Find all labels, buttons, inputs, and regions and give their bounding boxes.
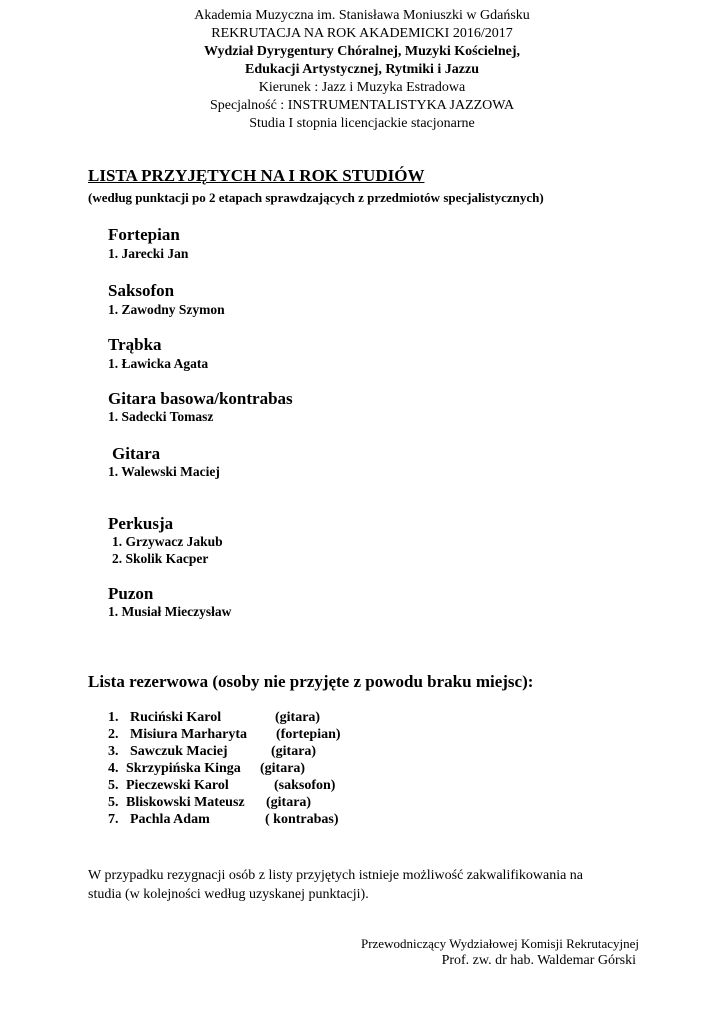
reserve-num: 4. (108, 761, 119, 776)
reserve-instrument: (gitara) (260, 761, 306, 776)
header-specialty: Specjalność : INSTRUMENTALISTYKA JAZZOWA (209, 98, 515, 113)
reserve-num: 5. (108, 795, 119, 810)
header-study-type: Studia I stopnia licencjackie stacjonarne (249, 116, 475, 131)
list-item: 1. Grzywacz Jakub (112, 534, 223, 549)
section-gitara-basowa: Gitara basowa/kontrabas (108, 389, 293, 408)
section-gitara: Gitara (112, 444, 161, 463)
reserve-instrument: ( kontrabas) (265, 812, 339, 827)
reserve-name: Misiura Marharyta (130, 727, 248, 742)
signature-role: Przewodniczący Wydziałowej Komisji Rekrutacyjnej (360, 936, 639, 951)
reserve-num: 2. (108, 727, 119, 742)
list-item: 1. Ławicka Agata (108, 356, 209, 371)
reserve-instrument: (gitara) (275, 710, 321, 725)
reserve-num: 7. (108, 812, 119, 827)
reserve-list-title: Lista rezerwowa (osoby nie przyjęte z powodu braku miejsc): (88, 672, 534, 691)
section-fortepian: Fortepian (108, 225, 180, 244)
section-trabka: Trąbka (108, 335, 162, 354)
admitted-list-title: LISTA PRZYJĘTYCH NA I ROK STUDIÓW (88, 166, 425, 185)
reserve-instrument: (gitara) (266, 795, 312, 810)
signature-name: Prof. zw. dr hab. Waldemar Górski (441, 953, 636, 968)
list-item: 1. Sadecki Tomasz (108, 409, 214, 424)
reserve-instrument: (gitara) (271, 744, 317, 759)
section-saksofon: Saksofon (108, 281, 175, 300)
admitted-list-subtitle: (według punktacji po 2 etapach sprawdzających z przedmiotów specjalistycznych) (88, 190, 544, 205)
reserve-name: Sawczuk Maciej (130, 744, 228, 759)
note-line1: W przypadku rezygnacji osób z listy przyjętych istnieje możliwość zakwalifikowania na (88, 868, 584, 883)
list-item: 2. Skolik Kacper (112, 551, 209, 566)
header-faculty-line2: Edukacji Artystycznej, Rytmiki i Jazzu (245, 62, 479, 77)
reserve-name: Pachla Adam (130, 812, 210, 827)
reserve-instrument: (saksofon) (274, 778, 336, 793)
reserve-instrument: (fortepian) (276, 727, 341, 742)
section-puzon: Puzon (108, 584, 154, 603)
list-item: 1. Walewski Maciej (108, 464, 220, 479)
reserve-name: Ruciński Karol (130, 710, 222, 725)
list-item: 1. Zawodny Szymon (108, 302, 225, 317)
reserve-name: Bliskowski Mateusz (126, 795, 245, 810)
header-institution: Akademia Muzyczna im. Stanisława Moniuszki w Gdańsku (194, 8, 530, 23)
reserve-num: 5. (108, 778, 119, 793)
reserve-name: Skrzypińska Kinga (126, 761, 241, 776)
header-field: Kierunek : Jazz i Muzyka Estradowa (258, 80, 466, 95)
header-faculty-line1: Wydział Dyrygentury Chóralnej, Muzyki Kościelnej, (203, 44, 520, 59)
section-perkusja: Perkusja (108, 514, 174, 533)
note-line2: studia (w kolejności według uzyskanej punktacji). (88, 887, 369, 902)
reserve-name: Pieczewski Karol (126, 778, 229, 793)
reserve-num: 1. (108, 710, 119, 725)
list-item: 1. Jarecki Jan (108, 246, 189, 261)
reserve-num: 3. (108, 744, 119, 759)
list-item: 1. Musiał Mieczysław (108, 604, 232, 619)
header-recruitment: REKRUTACJA NA ROK AKADEMICKI 2016/2017 (211, 26, 513, 41)
